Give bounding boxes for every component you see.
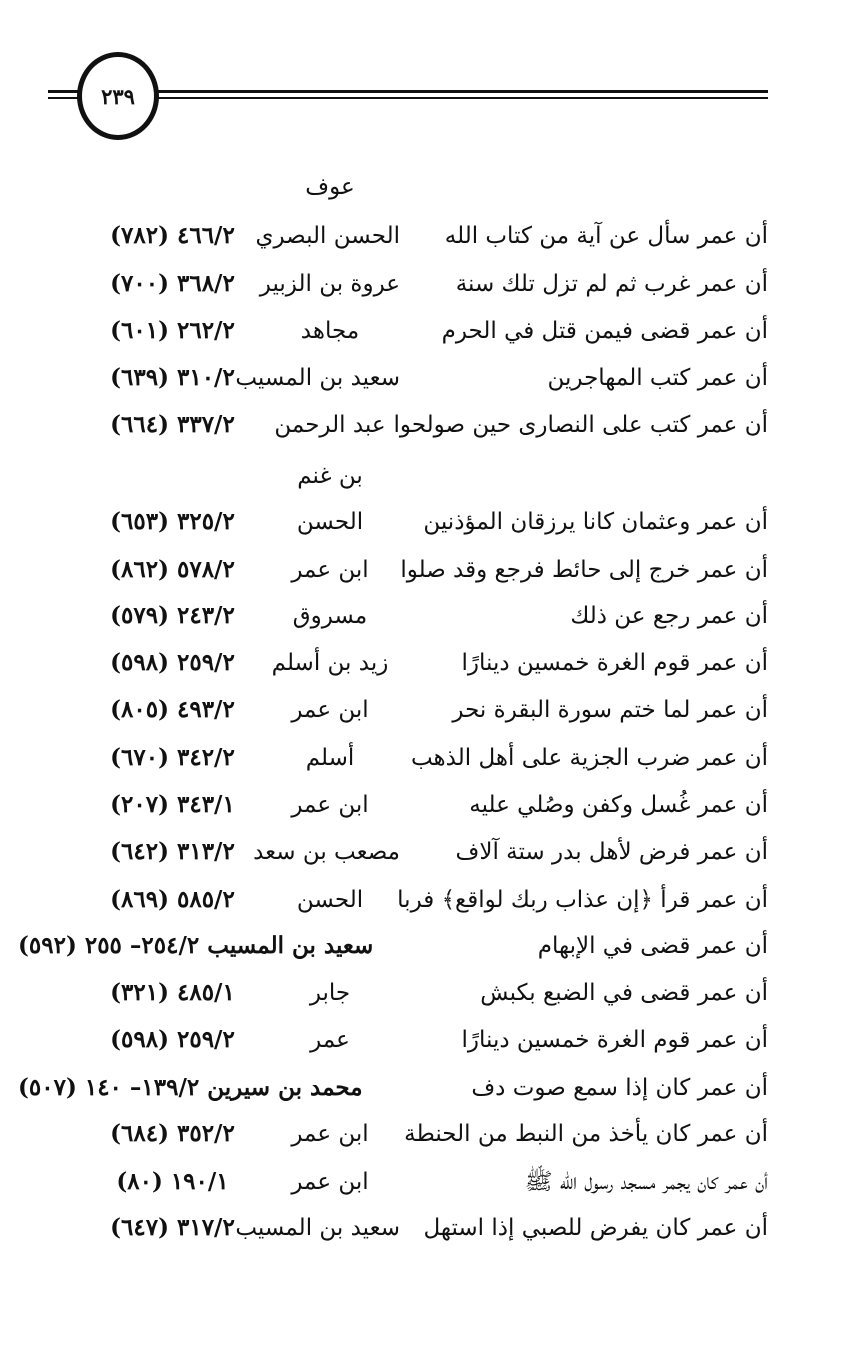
- index-row: [0, 550, 855, 590]
- hadith-title: أن عمر غُسل وكفن وصُلي عليه: [469, 792, 768, 818]
- hadith-title: أن عمر وعثمان كانا يرزقان المؤذنين: [423, 509, 768, 535]
- narrator: عروة بن الزبير: [259, 271, 400, 297]
- narrator: ابن عمر: [291, 557, 369, 583]
- narrator: سعيد بن المسيب: [235, 1215, 400, 1241]
- hadith-title: أن عمر قوم الغرة خمسين دينارًا: [461, 1027, 768, 1053]
- index-row: [0, 832, 855, 872]
- hadith-title: أن عمر كان يفرض للصبي إذا استهل: [423, 1215, 768, 1241]
- narrator-reference: محمد بن سيرين ١٣٩/٢– ١٤٠ (٥٠٧): [18, 1074, 363, 1101]
- hadith-title: أن عمر رجع عن ذلك: [570, 603, 768, 629]
- reference: ٣١٧/٢ (٦٤٧): [110, 1214, 235, 1241]
- hadith-title: أن عمر كان إذا سمع صوت دف: [471, 1075, 768, 1101]
- narrator: الحسن البصري: [255, 223, 400, 249]
- reference: ٢٥٩/٢ (٥٩٨): [110, 649, 235, 676]
- index-row: [0, 311, 855, 351]
- index-row: [0, 167, 855, 207]
- reference: ٣٥٢/٢ (٦٨٤): [110, 1120, 235, 1147]
- hadith-title: أن عمر قرأ ﴿إن عذاب ربك لواقع﴾ فربا: [397, 887, 768, 913]
- reference: ٣٢٥/٢ (٦٥٣): [110, 508, 235, 535]
- narrator: زيد بن أسلم: [271, 650, 389, 676]
- index-row: [0, 264, 855, 304]
- hadith-title: أن عمر كتب المهاجرين: [547, 365, 768, 391]
- index-row: [0, 1020, 855, 1060]
- narrator: ابن عمر: [291, 1121, 369, 1147]
- page-number: ٢٣٩: [101, 83, 135, 109]
- narrator: الحسن: [296, 509, 364, 535]
- index-row: [0, 358, 855, 398]
- hadith-title: أن عمر قضى في الضبع بكبش: [480, 980, 768, 1006]
- index-row: [0, 405, 855, 445]
- narrator: أسلم: [305, 745, 355, 771]
- reference: ١٩٠/١ (٨٠): [116, 1168, 229, 1195]
- hadith-title: أن عمر كتب على النصارى حين صولحوا: [393, 412, 768, 438]
- index-row: [0, 1208, 855, 1248]
- reference: ٣١٠/٢ (٦٣٩): [110, 364, 235, 391]
- hadith-title: أن عمر غرب ثم لم تزل تلك سنة: [455, 271, 768, 297]
- narrator: الحسن: [296, 887, 364, 913]
- narrator: مصعب بن سعد: [253, 839, 400, 865]
- hadith-title: أن عمر خرج إلى حائط فرجع وقد صلوا: [400, 557, 768, 583]
- page-number-frame: [77, 52, 159, 140]
- hadith-title: أن عمر قضى في الإبهام: [537, 933, 768, 959]
- index-row: [0, 926, 855, 966]
- reference: ٣٤٢/٢ (٦٧٠): [110, 744, 235, 771]
- narrator: ابن عمر: [291, 697, 369, 723]
- index-row: [0, 785, 855, 825]
- index-row: [0, 1162, 855, 1202]
- narrator: ابن عمر: [291, 792, 369, 818]
- hadith-title: أن عمر كان يأخذ من النبط من الحنطة: [404, 1121, 768, 1147]
- reference: ٣٤٣/١ (٢٠٧): [110, 791, 235, 818]
- index-row: [0, 643, 855, 683]
- index-row: [0, 502, 855, 542]
- index-row: [0, 1114, 855, 1154]
- narrator: سعيد بن المسيب: [235, 365, 400, 391]
- reference: ٤٩٣/٢ (٨٠٥): [110, 696, 235, 723]
- hadith-title: أن عمر قضى فيمن قتل في الحرم: [441, 318, 768, 344]
- hadith-title: أن عمر كان يجمر مسجد رسول الله ﷺ: [524, 1169, 768, 1195]
- index-row: [0, 690, 855, 730]
- reference: ٢٤٣/٢ (٥٧٩): [110, 602, 235, 629]
- index-row: [0, 216, 855, 256]
- narrator: عمر: [310, 1027, 350, 1053]
- hadith-title: أن عمر ضرب الجزية على أهل الذهب: [410, 745, 768, 771]
- hadith-title: أن عمر لما ختم سورة البقرة نحر: [452, 697, 768, 723]
- narrator: مجاهد: [300, 318, 360, 344]
- narrator: عبد الرحمن: [274, 412, 386, 438]
- narrator: ابن عمر: [291, 1169, 369, 1195]
- narrator-reference: سعيد بن المسيب ٢٥٤/٢– ٢٥٥ (٥٩٢): [18, 932, 374, 959]
- index-row: [0, 973, 855, 1013]
- reference: ٥٨٥/٢ (٨٦٩): [110, 886, 235, 913]
- reference: ٤٨٥/١ (٣٢١): [110, 979, 235, 1006]
- reference: ٣١٣/٢ (٦٤٢): [110, 838, 235, 865]
- narrator: جابر: [309, 980, 351, 1006]
- reference: ٣٦٨/٢ (٧٠٠): [110, 270, 235, 297]
- reference: ٤٦٦/٢ (٧٨٢): [110, 222, 235, 249]
- narrator: مسروق: [292, 603, 368, 629]
- hadith-title: أن عمر قوم الغرة خمسين دينارًا: [461, 650, 768, 676]
- index-row: [0, 456, 855, 496]
- index-row: [0, 880, 855, 920]
- reference: ٢٥٩/٢ (٥٩٨): [110, 1026, 235, 1053]
- reference: ٣٣٧/٢ (٦٦٤): [110, 411, 235, 438]
- reference: ٥٧٨/٢ (٨٦٢): [110, 556, 235, 583]
- index-row: [0, 596, 855, 636]
- hadith-title: أن عمر فرض لأهل بدر ستة آلاف: [455, 839, 768, 865]
- index-row: [0, 1068, 855, 1108]
- narrator: عوف: [305, 174, 355, 200]
- hadith-title: أن عمر سأل عن آية من كتاب الله: [444, 223, 768, 249]
- narrator: بن غنم: [297, 463, 363, 489]
- reference: ٢٦٢/٢ (٦٠١): [110, 317, 235, 344]
- index-row: [0, 738, 855, 778]
